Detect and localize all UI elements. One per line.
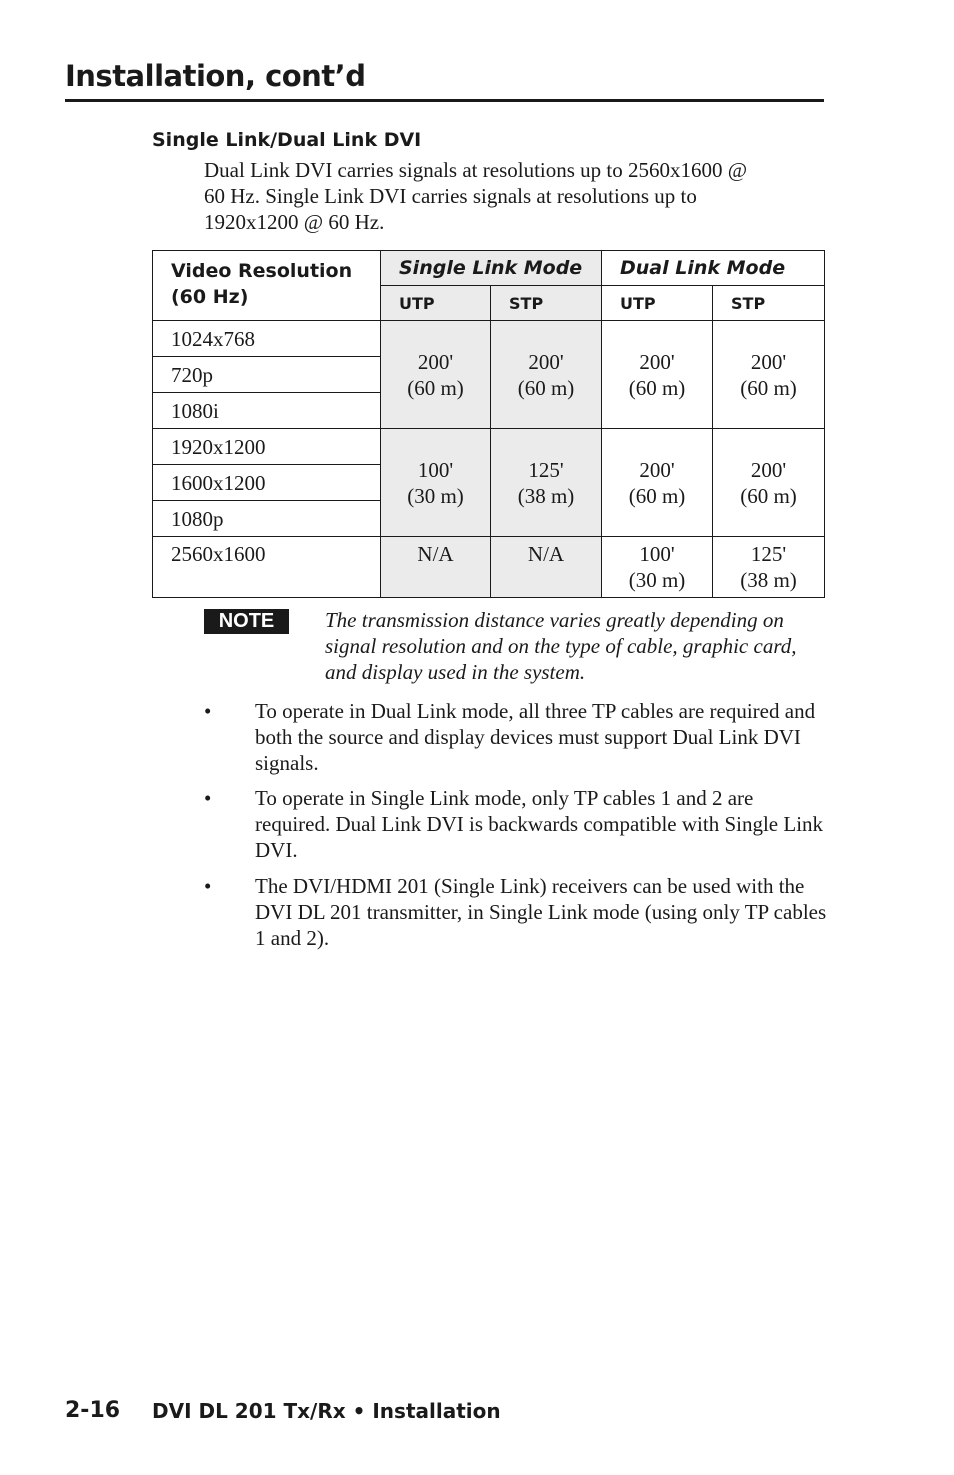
bullet-item: To operate in Single Link mode, only TP cables 1 and 2 are required. Dual Link DVI is backwards compatible with Single Link DVI. [255,786,824,862]
resolution-cell: 2560x1600 [153,537,381,598]
page-heading: Installation, cont’d [65,59,366,93]
note-badge: NOTE [204,609,289,634]
note-text: The transmission distance varies greatly depending on signal resolution and on the type of cable, graphic card, and display used in the system. [325,608,797,684]
bullet-icon: • [204,699,212,723]
value-text: 200' (60 m) [740,349,797,400]
value-cell [713,321,825,429]
footer-title: DVI DL 201 Tx/Rx • Installation [152,1399,501,1423]
header-single-utp: UTP [381,286,491,321]
value-text: 100' (30 m) [628,542,686,592]
value-cell [713,429,825,537]
value-text: 100' (30 m) [407,457,464,508]
header-dual-utp: UTP [602,286,713,321]
resolution-cell: 720p [153,357,381,393]
value-text: N/A [527,542,565,566]
bullet-item: The DVI/HDMI 201 (Single Link) receivers can be used with the DVI DL 201 transmitter, in Single Link mode (using only TP cables 1 and 2). [255,874,827,950]
table-row [153,321,825,357]
value-text: 200' (60 m) [628,349,686,400]
value-text: 200' (60 m) [740,457,797,508]
value-text: 200' (60 m) [517,349,575,400]
resolution-cell: 1080i [153,393,381,429]
value-cell [602,321,713,429]
value-cell [491,537,602,598]
value-cell [381,429,491,537]
value-text: 125' (38 m) [517,457,575,508]
value-cell [381,537,491,598]
bullet-icon: • [204,874,212,898]
value-cell [602,537,713,598]
header-dual-stp: STP [713,286,825,321]
section-intro: Dual Link DVI carries signals at resolutions up to 2560x1600 @ 60 Hz. Single Link DVI carries signals at resolutions up to 1920x1200 @ 60 Hz. [204,158,748,234]
col-header-resolution: Video Resolution (60 Hz) [153,251,381,321]
header-single-stp: STP [491,286,602,321]
table-row [153,537,825,598]
value-text: N/A [417,542,454,566]
resolution-cell: 1600x1200 [153,465,381,501]
resolution-cell: 1080p [153,501,381,537]
section-title: Single Link/Dual Link DVI [152,129,422,151]
resolution-cell: 1920x1200 [153,429,381,465]
value-text: 125' (38 m) [740,542,797,592]
value-cell [602,429,713,537]
value-text: 200' (60 m) [407,349,464,400]
footer-page-number: 2-16 [65,1398,121,1423]
resolution-cell: 1024x768 [153,321,381,357]
value-cell [491,429,602,537]
value-text: 200' (60 m) [628,457,686,508]
table-row [153,429,825,465]
heading-rule [65,99,824,102]
value-cell [491,321,602,429]
bullet-icon: • [204,786,212,810]
bullet-item: To operate in Dual Link mode, all three TP cables are required and both the source and display devices must support Dual Link DVI signals. [255,699,816,775]
distance-table [152,250,825,598]
value-cell [381,321,491,429]
value-cell [713,537,825,598]
header-single-link-mode: Single Link Mode [381,251,602,286]
header-dual-link-mode: Dual Link Mode [602,251,825,286]
